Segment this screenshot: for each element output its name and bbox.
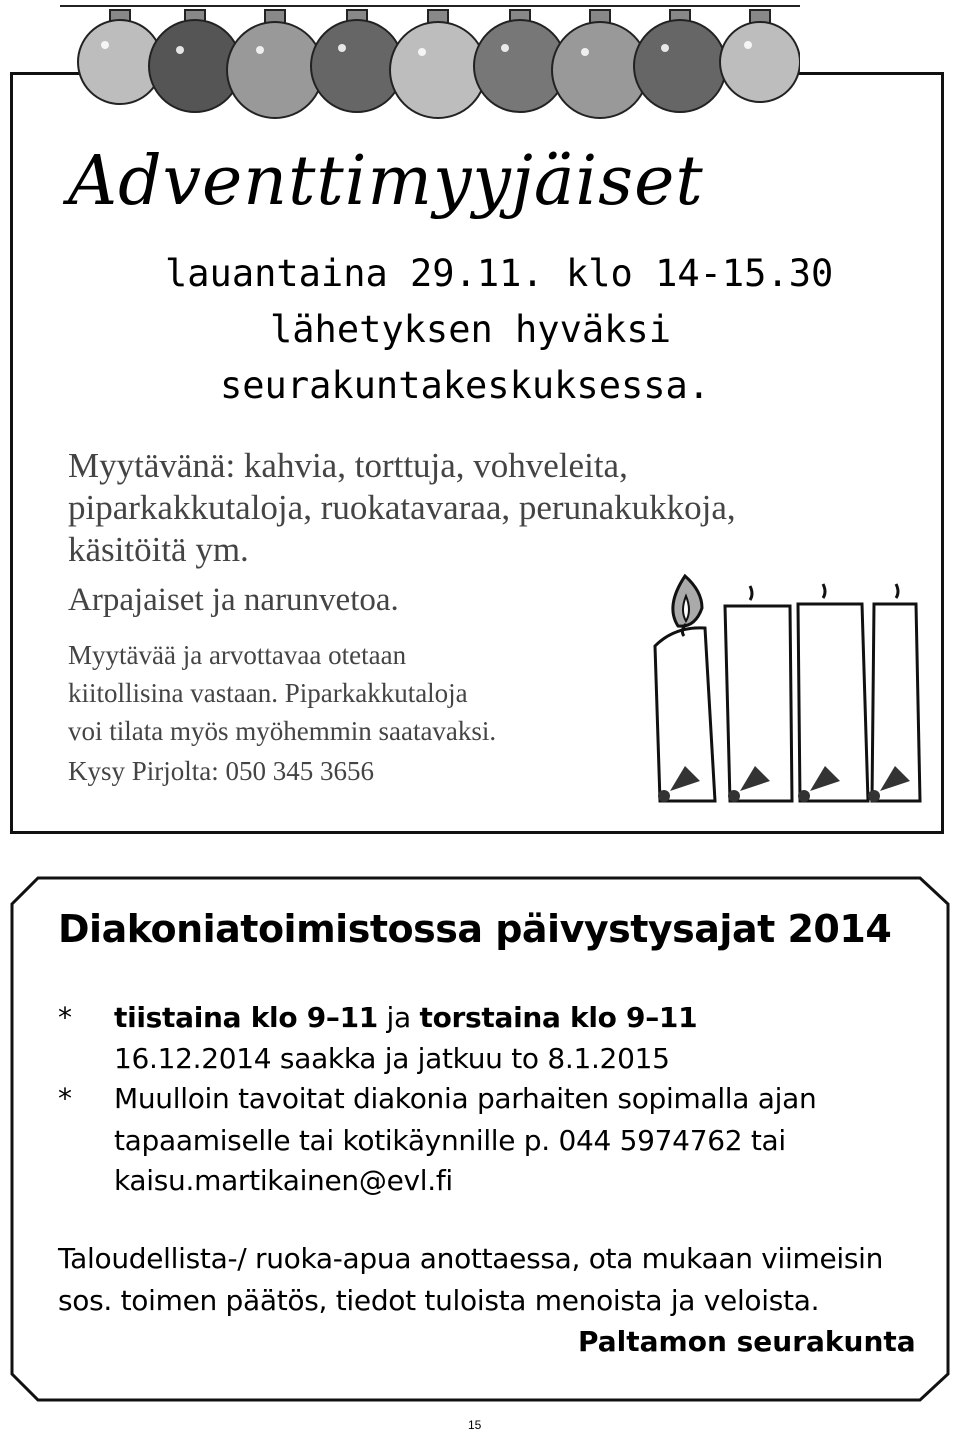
hours-thursday: torstaina klo 9–11 (419, 1001, 698, 1034)
donation-text-line: Myytävää ja arvottavaa otetaan (68, 640, 407, 670)
event-title: Adventtimyyjäiset (68, 142, 704, 221)
donation-text-line: voi tilata myös myöhemmin saatavaksi. (68, 716, 497, 746)
period-line: 16.12.2014 saakka ja jatkuu to 8.1.2015 (114, 1042, 670, 1075)
advent-candles-icon (650, 566, 930, 816)
event-purpose: lähetyksen hyväksi (270, 308, 671, 351)
hours-tuesday: tiistaina klo 9–11 (114, 1001, 378, 1034)
bullet-mark: * (58, 1082, 72, 1115)
event-place: seurakuntakeskuksessa. (220, 364, 711, 407)
selling-text-line: piparkakkutaloja, ruokatavaraa, perunakukkoja, (68, 488, 736, 527)
contact-email: kaisu.martikainen@evl.fi (114, 1164, 453, 1197)
page-number: 15 (468, 1418, 482, 1432)
donation-text-line: kiitollisina vastaan. Piparkakkutaloja (68, 678, 468, 708)
diakonia-title: Diakoniatoimistossa päivystysajat 2014 (58, 907, 892, 951)
hours-joiner: ja (377, 1001, 420, 1034)
signature: Paltamon seurakunta (578, 1325, 916, 1358)
selling-text-line: Myytävänä: kahvia, torttuja, vohveleita, (68, 446, 628, 485)
bullet-mark: * (58, 1001, 72, 1034)
selling-text-line: käsitöitä ym. (68, 530, 249, 569)
christmas-ornaments-icon (60, 0, 800, 150)
event-date: lauantaina 29.11. klo 14-15.30 (165, 252, 834, 295)
raffle-text: Arpajaiset ja narunvetoa. (68, 582, 399, 618)
aid-text-line: sos. toimen päätös, tiedot tuloista menoista ja veloista. (58, 1284, 820, 1317)
contact-text: Kysy Pirjolta: 050 345 3656 (68, 756, 375, 786)
office-hours-line (114, 1001, 697, 1034)
contact-line: Muulloin tavoitat diakonia parhaiten sopimalla ajan (114, 1082, 817, 1115)
aid-text-line: Taloudellista-/ ruoka-apua anottaessa, ota mukaan viimeisin (58, 1242, 884, 1275)
contact-line: tapaamiselle tai kotikäynnille p. 044 5974762 tai (114, 1124, 786, 1157)
